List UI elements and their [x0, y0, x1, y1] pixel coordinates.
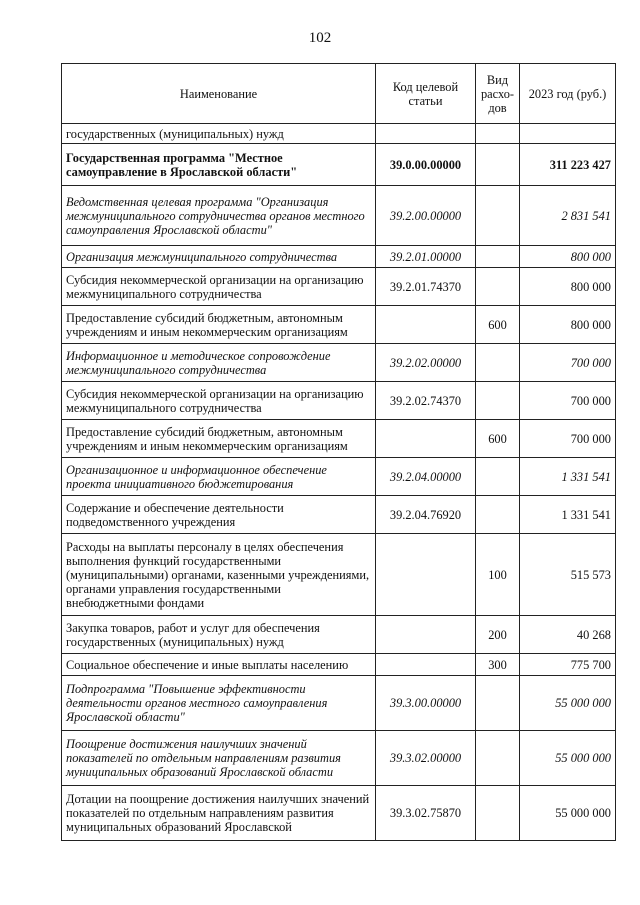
page-number: 102 [308, 30, 332, 46]
row-name: Ведомственная целевая программа "Организация межмуниципального сотрудничества органов местного самоуправления Ярославской области" [62, 186, 376, 246]
row-type: 600 [476, 420, 520, 458]
row-amount: 1 331 541 [520, 496, 616, 534]
row-amount: 800 000 [520, 268, 616, 306]
table-row [62, 344, 616, 382]
table-row [62, 306, 616, 344]
row-code [376, 124, 476, 144]
row-code [376, 654, 476, 676]
row-amount: 800 000 [520, 306, 616, 344]
row-name: Поощрение достижения наилучших значений показателей по отдельным направлениям развития муниципальных образований Ярославской области [62, 731, 376, 786]
row-code: 39.3.02.00000 [376, 731, 476, 786]
row-name: Расходы на выплаты персоналу в целях обеспечения выполнения функций государственными (муниципальными) органами, казенными учреждениями, органами управления государственными внебюджетными фондами [62, 534, 376, 616]
row-type: 600 [476, 306, 520, 344]
row-amount: 800 000 [520, 246, 616, 268]
row-amount: 55 000 000 [520, 676, 616, 731]
row-amount: 515 573 [520, 534, 616, 616]
row-code: 39.2.02.00000 [376, 344, 476, 382]
row-code [376, 534, 476, 616]
row-name: Предоставление субсидий бюджетным, автономным учреждениям и иным некоммерческим организациям [62, 306, 376, 344]
row-type [476, 731, 520, 786]
table-header-row [62, 64, 616, 124]
row-name: Субсидия некоммерческой организации на организацию межмуниципального сотрудничества [62, 268, 376, 306]
row-code: 39.0.00.00000 [376, 144, 476, 186]
row-amount: 700 000 [520, 420, 616, 458]
row-code: 39.3.00.00000 [376, 676, 476, 731]
row-name: Дотации на поощрение достижения наилучших значений показателей по отдельным направлениям развития муниципальных образований Ярославской [62, 786, 376, 841]
table-row [62, 124, 616, 144]
row-name: Содержание и обеспечение деятельности подведомственного учреждения [62, 496, 376, 534]
table-row [62, 458, 616, 496]
row-amount: 700 000 [520, 344, 616, 382]
row-amount: 55 000 000 [520, 731, 616, 786]
row-amount: 40 268 [520, 616, 616, 654]
table-row [62, 144, 616, 186]
row-code: 39.2.00.00000 [376, 186, 476, 246]
row-name: Информационное и методическое сопровождение межмуниципального сотрудничества [62, 344, 376, 382]
header-amount: 2023 год (руб.) [520, 64, 616, 124]
row-name: Субсидия некоммерческой организации на организацию межмуниципального сотрудничества [62, 382, 376, 420]
row-amount: 775 700 [520, 654, 616, 676]
row-type [476, 246, 520, 268]
row-name: Закупка товаров, работ и услуг для обеспечения государственных (муниципальных) нужд [62, 616, 376, 654]
table-row [62, 186, 616, 246]
row-type [476, 496, 520, 534]
row-type [476, 344, 520, 382]
row-code [376, 616, 476, 654]
table-row [62, 534, 616, 616]
row-name: Социальное обеспечение и иные выплаты населению [62, 654, 376, 676]
table-row [62, 616, 616, 654]
table-row [62, 382, 616, 420]
row-amount: 700 000 [520, 382, 616, 420]
budget-table [61, 63, 616, 841]
row-type [476, 382, 520, 420]
row-code: 39.2.04.76920 [376, 496, 476, 534]
row-type: 300 [476, 654, 520, 676]
table-row [62, 731, 616, 786]
row-type [476, 268, 520, 306]
row-name: Предоставление субсидий бюджетным, автономным учреждениям и иным некоммерческим организациям [62, 420, 376, 458]
header-code: Код целевой статьи [376, 64, 476, 124]
row-code [376, 306, 476, 344]
table-row [62, 268, 616, 306]
row-type: 200 [476, 616, 520, 654]
row-amount: 2 831 541 [520, 186, 616, 246]
row-type [476, 786, 520, 841]
row-type [476, 124, 520, 144]
table-row [62, 676, 616, 731]
table-row [62, 496, 616, 534]
row-type [476, 186, 520, 246]
row-code: 39.2.02.74370 [376, 382, 476, 420]
table-row [62, 246, 616, 268]
row-type: 100 [476, 534, 520, 616]
header-name: Наименование [62, 64, 376, 124]
row-name: Подпрограмма "Повышение эффективности деятельности органов местного самоуправления Ярославской области" [62, 676, 376, 731]
row-amount: 1 331 541 [520, 458, 616, 496]
row-type [476, 144, 520, 186]
header-type: Вид расхо-дов [476, 64, 520, 124]
row-code: 39.2.01.74370 [376, 268, 476, 306]
row-name: государственных (муниципальных) нужд [62, 124, 376, 144]
row-name: Организационное и информационное обеспечение проекта инициативного бюджетирования [62, 458, 376, 496]
row-code: 39.3.02.75870 [376, 786, 476, 841]
row-code: 39.2.01.00000 [376, 246, 476, 268]
row-name: Организация межмуниципального сотрудничества [62, 246, 376, 268]
row-type [476, 458, 520, 496]
row-type [476, 676, 520, 731]
row-name: Государственная программа "Местное самоуправление в Ярославской области" [62, 144, 376, 186]
row-amount [520, 124, 616, 144]
table-row [62, 654, 616, 676]
table-row [62, 786, 616, 841]
row-code: 39.2.04.00000 [376, 458, 476, 496]
table-row [62, 420, 616, 458]
row-amount: 55 000 000 [520, 786, 616, 841]
row-code [376, 420, 476, 458]
row-amount: 311 223 427 [520, 144, 616, 186]
